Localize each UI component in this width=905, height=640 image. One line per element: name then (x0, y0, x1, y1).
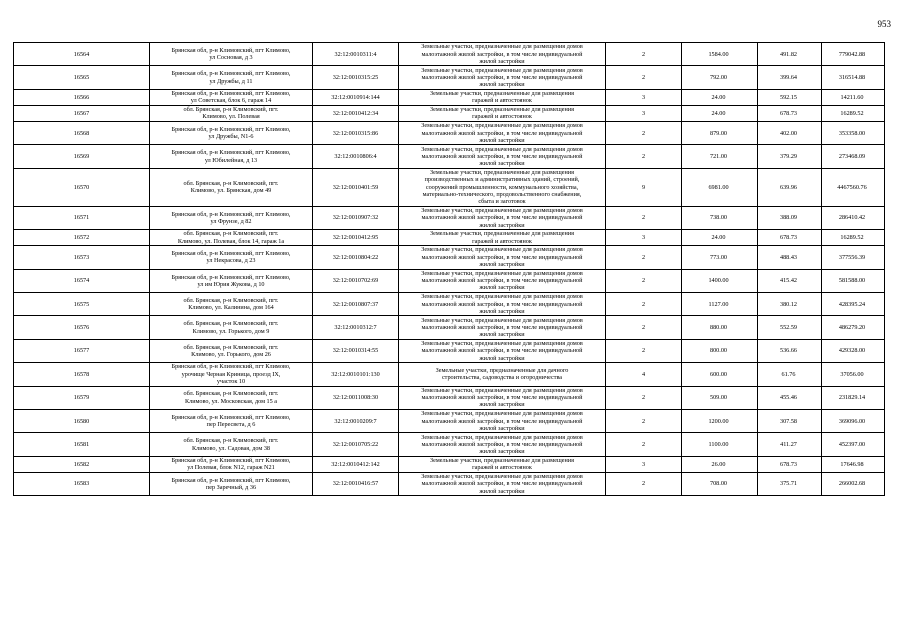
specific-value-cell: 379.29 (758, 145, 822, 168)
area-cell: 800.00 (682, 339, 758, 362)
specific-value-cell: 678.73 (758, 105, 822, 121)
cadastral-value-cell: 17646.98 (822, 456, 885, 472)
address-cell: Брянская обл, р-н Климовский, пгт Климово, пер Заречный, д 36 (150, 472, 313, 495)
land-use-cell: Земельные участки, предназначенные для размещения гаражей и автостоянок (399, 89, 606, 105)
row-number: 16581 (14, 433, 150, 456)
land-use-cell: Земельные участки, предназначенные для размещения производственных и административных зданий, строений, сооружений промышленности, коммунального хозяйства, материально-технического, продовольственного снабжения, сбыта и заготовок (399, 168, 606, 206)
cadastral-number-cell: 32:12:0010416:57 (313, 472, 399, 495)
area-cell: 24.00 (682, 230, 758, 246)
table-row (14, 339, 885, 362)
land-use-cell: Земельные участки, предназначенные для размещения гаражей и автостоянок (399, 105, 606, 121)
land-use-cell: Земельные участки, предназначенные для размещения домов малоэтажной жилой застройки, в том числе индивидуальной жилой застройки (399, 246, 606, 269)
cadastral-value-cell: 353358.00 (822, 121, 885, 144)
group-cell: 2 (606, 293, 682, 316)
table-row (14, 168, 885, 206)
address-cell: обл. Брянская, р-н Климовский, пгт. Климово, ул. Калинина, дом 164 (150, 293, 313, 316)
specific-value-cell: 678.73 (758, 456, 822, 472)
address-cell: Брянская обл, р-н Климовский, пгт Климово, ул Дружбы, д 11 (150, 66, 313, 89)
cadastral-number-cell: 32:12:0010412:95 (313, 230, 399, 246)
row-number: 16570 (14, 168, 150, 206)
table-row (14, 43, 885, 66)
land-use-cell: Земельные участки, предназначенные для дачного строительства, садоводства и огородничества (399, 363, 606, 386)
address-cell: обл. Брянская, р-н Климовский, пгт. Климово, ул. Полевая, блок 14, гараж 1а (150, 230, 313, 246)
cadastral-value-cell: 581588.00 (822, 269, 885, 292)
row-number: 16575 (14, 293, 150, 316)
cadastral-value-cell: 14211.60 (822, 89, 885, 105)
cadastral-number-cell: 32:12:0010807:37 (313, 293, 399, 316)
land-use-cell: Земельные участки, предназначенные для размещения домов малоэтажной жилой застройки, в том числе индивидуальной жилой застройки (399, 472, 606, 495)
cadastral-value-cell: 37056.00 (822, 363, 885, 386)
table-row (14, 472, 885, 495)
cadastral-number-cell: 32:12:0010804:22 (313, 246, 399, 269)
row-number: 16580 (14, 409, 150, 432)
cadastral-number-cell: 32:12:0011008:30 (313, 386, 399, 409)
cadastral-number-cell: 32:12:0010312:7 (313, 316, 399, 339)
address-cell: обл. Брянская, р-н Климовский, пгт. Климово, ул. Брянская, дом 49 (150, 168, 313, 206)
cadastral-value-cell: 369096.00 (822, 409, 885, 432)
table-row (14, 409, 885, 432)
area-cell: 1584.00 (682, 43, 758, 66)
group-cell: 9 (606, 168, 682, 206)
group-cell: 2 (606, 386, 682, 409)
specific-value-cell: 61.76 (758, 363, 822, 386)
address-cell: обл. Брянская, р-н Климовский, пгт. Климово, ул. Московская, дом 15 а (150, 386, 313, 409)
cadastral-value-cell: 16289.52 (822, 105, 885, 121)
address-cell: Брянская обл, р-н Климовский, пгт Климово, ул Фрунзе, д 82 (150, 206, 313, 229)
cadastral-value-cell: 486279.20 (822, 316, 885, 339)
row-number: 16567 (14, 105, 150, 121)
address-cell: обл. Брянская, р-н Климовский, пгт. Климово, ул. Горького, дом 26 (150, 339, 313, 362)
area-cell: 24.00 (682, 89, 758, 105)
specific-value-cell: 592.15 (758, 89, 822, 105)
land-use-cell: Земельные участки, предназначенные для размещения домов малоэтажной жилой застройки, в том числе индивидуальной жилой застройки (399, 269, 606, 292)
group-cell: 2 (606, 472, 682, 495)
cadastral-number-cell: 32:12:0010412:142 (313, 456, 399, 472)
group-cell: 4 (606, 363, 682, 386)
table-row (14, 386, 885, 409)
group-cell: 2 (606, 409, 682, 432)
cadastral-value-cell: 231829.14 (822, 386, 885, 409)
row-number: 16574 (14, 269, 150, 292)
group-cell: 2 (606, 316, 682, 339)
group-cell: 3 (606, 89, 682, 105)
area-cell: 1200.00 (682, 409, 758, 432)
group-cell: 2 (606, 339, 682, 362)
table-row (14, 145, 885, 168)
row-number: 16571 (14, 206, 150, 229)
area-cell: 1127.00 (682, 293, 758, 316)
group-cell: 2 (606, 145, 682, 168)
table-row (14, 105, 885, 121)
area-cell: 24.00 (682, 105, 758, 121)
row-number: 16583 (14, 472, 150, 495)
row-number: 16568 (14, 121, 150, 144)
land-use-cell: Земельные участки, предназначенные для размещения домов малоэтажной жилой застройки, в том числе индивидуальной жилой застройки (399, 386, 606, 409)
address-cell: обл. Брянская, р-н Климовский, пгт. Климово, ул. Горького, дом 9 (150, 316, 313, 339)
row-number: 16566 (14, 89, 150, 105)
specific-value-cell: 411.27 (758, 433, 822, 456)
specific-value-cell: 455.46 (758, 386, 822, 409)
area-cell: 6981.00 (682, 168, 758, 206)
area-cell: 600.00 (682, 363, 758, 386)
cadastral-number-cell: 32:12:0010315:25 (313, 66, 399, 89)
group-cell: 2 (606, 121, 682, 144)
group-cell: 3 (606, 105, 682, 121)
land-use-cell: Земельные участки, предназначенные для размещения домов малоэтажной жилой застройки, в том числе индивидуальной жилой застройки (399, 121, 606, 144)
area-cell: 26.00 (682, 456, 758, 472)
cadastral-number-cell: 32:12:0010907:32 (313, 206, 399, 229)
table-row (14, 206, 885, 229)
land-use-cell: Земельные участки, предназначенные для размещения домов малоэтажной жилой застройки, в том числе индивидуальной жилой застройки (399, 316, 606, 339)
area-cell: 708.00 (682, 472, 758, 495)
row-number: 16576 (14, 316, 150, 339)
group-cell: 2 (606, 433, 682, 456)
area-cell: 1100.00 (682, 433, 758, 456)
area-cell: 879.00 (682, 121, 758, 144)
group-cell: 2 (606, 43, 682, 66)
area-cell: 721.00 (682, 145, 758, 168)
address-cell: Брянская обл, р-н Климовский, пгт Климово, ул Полевая, блок N12, гараж N21 (150, 456, 313, 472)
area-cell: 880.00 (682, 316, 758, 339)
table-row (14, 66, 885, 89)
land-use-cell: Земельные участки, предназначенные для размещения домов малоэтажной жилой застройки, в том числе индивидуальной жилой застройки (399, 66, 606, 89)
address-cell: Брянская обл, р-н Климовский, пгт Климово, урочище Черная Криница, проезд IX, участок 10 (150, 363, 313, 386)
cadastral-number-cell: 32:12:0010315:86 (313, 121, 399, 144)
cadastral-number-cell: 32:12:0010314:55 (313, 339, 399, 362)
specific-value-cell: 415.42 (758, 269, 822, 292)
address-cell: Брянская обл, р-н Климовский, пгт Климово, ул Дружбы, N1-6 (150, 121, 313, 144)
land-use-cell: Земельные участки, предназначенные для размещения домов малоэтажной жилой застройки, в том числе индивидуальной жилой застройки (399, 43, 606, 66)
row-number: 16564 (14, 43, 150, 66)
table-row (14, 230, 885, 246)
cadastral-number-cell: 32:12:0010401:59 (313, 168, 399, 206)
area-cell: 509.00 (682, 386, 758, 409)
table-row (14, 456, 885, 472)
specific-value-cell: 678.73 (758, 230, 822, 246)
cadastral-value-cell: 316514.88 (822, 66, 885, 89)
cadastral-number-cell: 32:12:0010412:34 (313, 105, 399, 121)
specific-value-cell: 402.00 (758, 121, 822, 144)
address-cell: обл. Брянская, р-н Климовский, пгт. Климово, ул. Полевая (150, 105, 313, 121)
specific-value-cell: 399.64 (758, 66, 822, 89)
cadastral-number-cell: 32:12:0010209:7 (313, 409, 399, 432)
land-use-cell: Земельные участки, предназначенные для размещения гаражей и автостоянок (399, 456, 606, 472)
group-cell: 2 (606, 206, 682, 229)
land-use-cell: Земельные участки, предназначенные для размещения домов малоэтажной жилой застройки, в том числе индивидуальной жилой застройки (399, 145, 606, 168)
table-row (14, 316, 885, 339)
row-number: 16573 (14, 246, 150, 269)
cadastral-number-cell: 32:12:0010705:22 (313, 433, 399, 456)
specific-value-cell: 388.09 (758, 206, 822, 229)
group-cell: 2 (606, 269, 682, 292)
table-row (14, 433, 885, 456)
table-row (14, 246, 885, 269)
address-cell: обл. Брянская, р-н Климовский, пгт. Климово, ул. Садовая, дом 38 (150, 433, 313, 456)
table-row (14, 121, 885, 144)
cadastral-number-cell: 32:12:0010311:4 (313, 43, 399, 66)
specific-value-cell: 552.59 (758, 316, 822, 339)
table-row (14, 89, 885, 105)
row-number: 16582 (14, 456, 150, 472)
cadastral-number-cell: 32:12:0010702:69 (313, 269, 399, 292)
specific-value-cell: 307.58 (758, 409, 822, 432)
address-cell: Брянская обл, р-н Климовский, пгт Климово, ул Сосновая, д 3 (150, 43, 313, 66)
land-use-cell: Земельные участки, предназначенные для размещения домов малоэтажной жилой застройки, в том числе индивидуальной жилой застройки (399, 433, 606, 456)
address-cell: Брянская обл, р-н Климовский, пгт Климово, ул Советская, блок 6, гараж 14 (150, 89, 313, 105)
cadastral-value-cell: 266002.68 (822, 472, 885, 495)
specific-value-cell: 536.66 (758, 339, 822, 362)
area-cell: 792.00 (682, 66, 758, 89)
cadastral-table (13, 42, 885, 496)
cadastral-value-cell: 286410.42 (822, 206, 885, 229)
row-number: 16578 (14, 363, 150, 386)
group-cell: 3 (606, 230, 682, 246)
address-cell: Брянская обл, р-н Климовский, пгт Климово, ул Некрасова, д 23 (150, 246, 313, 269)
area-cell: 773.00 (682, 246, 758, 269)
table-row (14, 363, 885, 386)
row-number: 16569 (14, 145, 150, 168)
cadastral-value-cell: 4467560.76 (822, 168, 885, 206)
cadastral-value-cell: 452397.00 (822, 433, 885, 456)
cadastral-number-cell: 32:12:0010101:130 (313, 363, 399, 386)
cadastral-value-cell: 16289.52 (822, 230, 885, 246)
cadastral-value-cell: 428395.24 (822, 293, 885, 316)
area-cell: 1400.00 (682, 269, 758, 292)
land-use-cell: Земельные участки, предназначенные для размещения домов малоэтажной жилой застройки, в том числе индивидуальной жилой застройки (399, 206, 606, 229)
specific-value-cell: 491.82 (758, 43, 822, 66)
address-cell: Брянская обл, р-н Климовский, пгт Климово, ул Юбилейная, д 13 (150, 145, 313, 168)
land-use-cell: Земельные участки, предназначенные для размещения домов малоэтажной жилой застройки, в том числе индивидуальной жилой застройки (399, 293, 606, 316)
specific-value-cell: 639.96 (758, 168, 822, 206)
cadastral-value-cell: 377556.39 (822, 246, 885, 269)
cadastral-value-cell: 273468.09 (822, 145, 885, 168)
specific-value-cell: 488.43 (758, 246, 822, 269)
row-number: 16579 (14, 386, 150, 409)
land-use-cell: Земельные участки, предназначенные для размещения домов малоэтажной жилой застройки, в том числе индивидуальной жилой застройки (399, 339, 606, 362)
cadastral-number-cell: 32:12:0010806:4 (313, 145, 399, 168)
cadastral-value-cell: 429328.00 (822, 339, 885, 362)
land-use-cell: Земельные участки, предназначенные для размещения гаражей и автостоянок (399, 230, 606, 246)
group-cell: 2 (606, 66, 682, 89)
address-cell: Брянская обл, р-н Климовский, пгт Климово, ул им Юрия Жукова, д 10 (150, 269, 313, 292)
page-number: 953 (877, 19, 891, 29)
table-row (14, 293, 885, 316)
group-cell: 3 (606, 456, 682, 472)
row-number: 16565 (14, 66, 150, 89)
specific-value-cell: 375.71 (758, 472, 822, 495)
land-use-cell: Земельные участки, предназначенные для размещения домов малоэтажной жилой застройки, в том числе индивидуальной жилой застройки (399, 409, 606, 432)
cadastral-number-cell: 32:12:0010914:144 (313, 89, 399, 105)
address-cell: Брянская обл, р-н Климовский, пгт Климово, пер Пересвета, д 6 (150, 409, 313, 432)
specific-value-cell: 380.12 (758, 293, 822, 316)
group-cell: 2 (606, 246, 682, 269)
row-number: 16572 (14, 230, 150, 246)
row-number: 16577 (14, 339, 150, 362)
cadastral-value-cell: 779042.88 (822, 43, 885, 66)
area-cell: 738.00 (682, 206, 758, 229)
table-row (14, 269, 885, 292)
